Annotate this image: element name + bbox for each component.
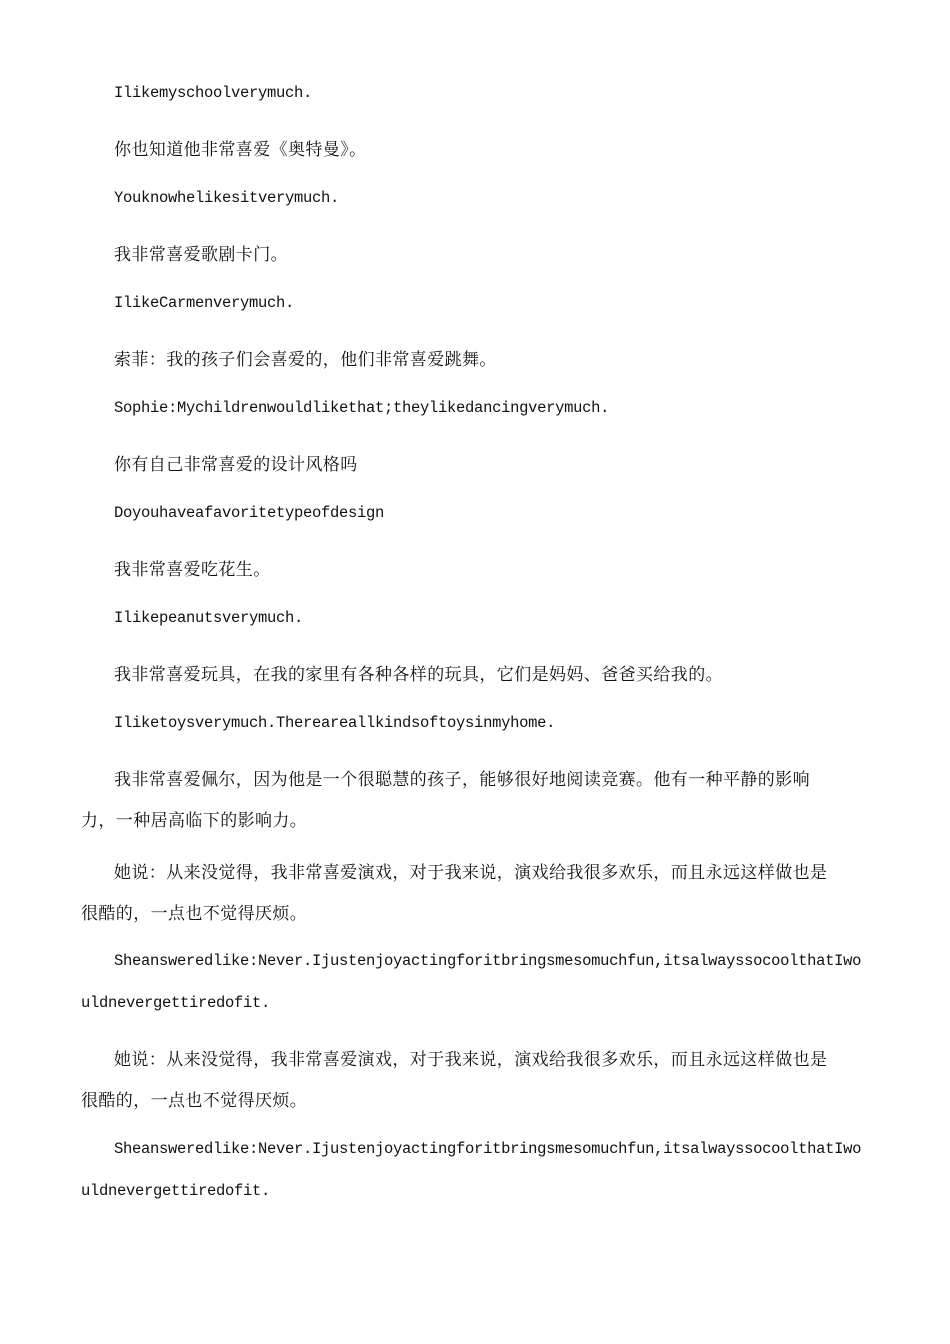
text-line-english-continuation: uldnevergettiredofit.	[81, 1182, 271, 1200]
text-line-chinese: 我非常喜爱吃花生。	[114, 560, 271, 580]
text-line-chinese: 索菲：我的孩子们会喜爱的，他们非常喜爱跳舞。	[114, 350, 497, 370]
text-line-chinese: 我非常喜爱玩具，在我的家里有各种各样的玩具，它们是妈妈、爸爸买给我的。	[114, 665, 723, 685]
text-line-english: IlikeCarmenverymuch.	[114, 294, 295, 312]
text-line-english: Youknowhelikesitverymuch.	[114, 189, 340, 207]
text-line-english: Doyouhaveafavoritetypeofdesign	[114, 504, 385, 522]
text-line-chinese: 我非常喜爱歌剧卡门。	[114, 245, 288, 265]
text-line-chinese: 你有自己非常喜爱的设计风格吗	[114, 455, 358, 475]
text-line-english: Sheansweredlike:Never.Ijustenjoyactingforitbringsmesomuchfun,itsalwayssocoolthatIwo	[114, 952, 862, 970]
text-line-chinese-continuation: 很酷的，一点也不觉得厌烦。	[81, 904, 308, 924]
text-line-english: Ilikemyschoolverymuch.	[114, 84, 313, 102]
text-line-chinese: 她说：从来没觉得，我非常喜爱演戏，对于我来说，演戏给我很多欢乐，而且永远这样做也是	[114, 1050, 828, 1070]
text-line-chinese: 我非常喜爱佩尔，因为他是一个很聪慧的孩子，能够很好地阅读竞赛。他有一种平静的影响	[114, 770, 810, 790]
text-line-english: Ilikepeanutsverymuch.	[114, 609, 304, 627]
text-line-chinese: 你也知道他非常喜爱《奥特曼》。	[114, 140, 367, 160]
text-line-chinese: 她说：从来没觉得，我非常喜爱演戏，对于我来说，演戏给我很多欢乐，而且永远这样做也是	[114, 863, 828, 883]
text-line-chinese-continuation: 很酷的，一点也不觉得厌烦。	[81, 1091, 308, 1111]
text-line-english-continuation: uldnevergettiredofit.	[81, 994, 271, 1012]
text-line-chinese-continuation: 力，一种居高临下的影响力。	[81, 811, 308, 831]
text-line-english: Sophie:Mychildrenwouldlikethat;theylikedancingverymuch.	[114, 399, 610, 417]
text-line-english: Sheansweredlike:Never.Ijustenjoyactingforitbringsmesomuchfun,itsalwayssocoolthatIwo	[114, 1140, 862, 1158]
text-line-english: Iliketoysverymuch.Thereareallkindsoftoysinmyhome.	[114, 714, 556, 732]
